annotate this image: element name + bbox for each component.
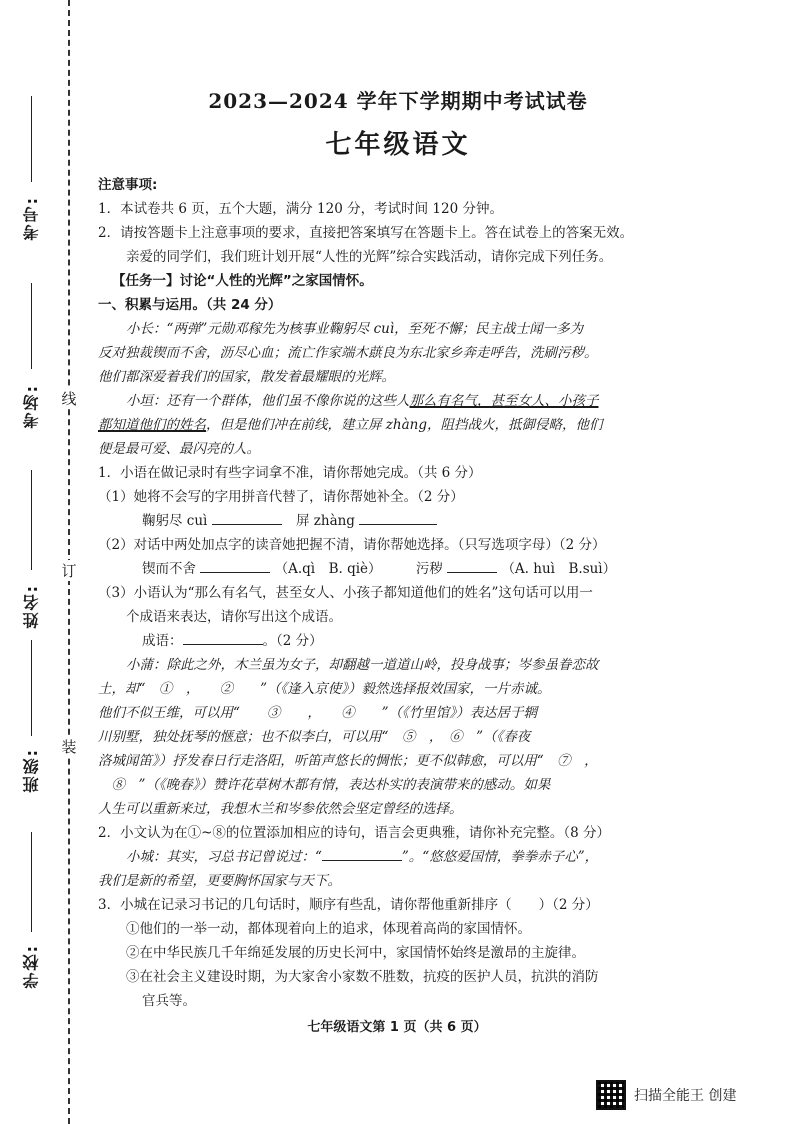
dialogue-xiaocheng-2: 我们是新的希望，更要胸怀国家与天下。 xyxy=(98,873,341,889)
notice-item-2: 2．请按答题卡上注意事项的要求，直接把答案填写在答题卡上。答在试卷上的答案无效。 xyxy=(98,225,634,241)
class-label: 班级: xyxy=(22,748,41,793)
exam-content xyxy=(98,85,698,1013)
section-1-heading: 一、积累与运用。（共 24 分） xyxy=(98,297,282,313)
dialogue-xiaopu-5: 洛城闻笛》）抒发春日行走洛阳，听笛声悠长的惆怅；更不似韩愈，可以用“ ⑦ ， xyxy=(98,753,598,769)
idiom-label: 成语： xyxy=(142,633,183,649)
dialogue-xiaopu-7: 人生可以重新来过，我想木兰和岑参依然会坚定曾经的选择。 xyxy=(98,801,463,817)
question-1-3-line-1: （3）小语认为“那么有名气，甚至女人、小孩子都知道他们的姓名”这句话可以用一 xyxy=(98,585,593,601)
exam-title: 2023—2024 学年下学期期中考试试卷 xyxy=(208,89,588,113)
word-zhang: 屏 zhàng xyxy=(295,513,355,529)
question-2: 2．小文认为在①~⑧的位置添加相应的诗句，语言会更典雅，请你补充完整。（8 分） xyxy=(98,825,611,841)
question-3-item-3: ③在社会主义建设时期，为大家舍小家数不胜数，抗疫的医护人员，抗洪的消防 xyxy=(126,969,599,985)
dialogue-xiaoyuan-1 xyxy=(98,389,698,413)
question-3-item-3-cont: 官兵等。 xyxy=(142,993,196,1009)
dialogue-xiaochang-1: 小长：“两弹”元勋邓稼先为核事业鞠躬尽 cuì，至死不懈；民主战士闻一多为 xyxy=(126,321,584,337)
dialogue-xiaopu-3: 他们不似王维，可以用“ ③ ， ④ ”（《竹里馆》）表达居于辋 xyxy=(98,705,538,721)
qr-code-icon xyxy=(596,1080,626,1110)
cut-word-line: 线 xyxy=(58,388,80,409)
dialogue-xiaochang-3: 他们都深爱着我们的国家，散发着最耀眼的光辉。 xyxy=(98,369,395,385)
dialogue-xiaocheng-1 xyxy=(98,845,698,869)
exam-room-blank xyxy=(31,283,32,369)
dialogue-xiaochang-2: 反对独裁锲而不舍，沥尽心血；流亡作家端木蕻良为东北家乡奔走呼告，洗刷污秽。 xyxy=(98,345,598,361)
underlined-phrase: 那么有名气，甚至女人、小孩子 xyxy=(409,393,599,409)
binding-margin xyxy=(0,0,80,1124)
dialogue-xiaoyuan-2 xyxy=(98,413,698,437)
options-hui: （A. huì B.suì） xyxy=(501,561,617,577)
intro-text: 亲爱的同学们，我们班计划开展“人性的光辉”综合实践活动，请你完成下列任务。 xyxy=(126,249,613,265)
exam-number-label: 考号: xyxy=(22,196,41,241)
class-blank xyxy=(31,640,32,736)
dialogue-text: 小城：其实，习总书记曾说过：“ xyxy=(126,849,322,865)
question-1-2-blanks xyxy=(98,557,698,581)
notice-item-1: 1．本试卷共 6 页，五个大题，满分 120 分，考试时间 120 分钟。 xyxy=(98,201,503,217)
question-3: 3．小城在记录习书记的几句话时，顺序有些乱，请你帮他重新排序（ ）（2 分） xyxy=(98,897,599,913)
name-blank xyxy=(31,470,32,570)
question-3-item-2: ②在中华民族几千年绵延发展的历史长河中，家国情怀始终是激昂的主旋律。 xyxy=(126,945,585,961)
options-qie: （A.qì B. qiè） xyxy=(274,561,382,577)
question-1-1: （1）她将不会写的字用拼音代替了，请你帮她补全。（2 分） xyxy=(98,489,464,505)
dialogue-xiaopu-6: ⑧ ”（《晚春》）赞许花草树木都有情，表达朴实的表演带来的感动。如果 xyxy=(98,777,551,793)
exam-number-blank xyxy=(31,96,32,182)
word-hui: 污秽 xyxy=(415,561,443,577)
word-qie: 锲而不舍 xyxy=(142,561,196,577)
school-label: 学校: xyxy=(22,944,41,989)
notice-heading: 注意事项: xyxy=(98,177,158,193)
dialogue-text: ，但是他们冲在前线，建立屏 zhàng，阻挡战火，抵御侵略，他们 xyxy=(206,417,603,433)
exam-subject: 七年级语文 xyxy=(325,130,471,160)
dialogue-text: ”。“悠悠爱国情，拳拳赤子心”， xyxy=(401,849,599,865)
dialogue-xiaoyuan-3: 便是最可爱、最闪亮的人。 xyxy=(98,441,260,457)
question-1: 1．小语在做记录时有些字词拿不准，请你帮她完成。（共 6 分） xyxy=(98,465,482,481)
dialogue-text: 小垣：还有一个群体，他们虽不像你说的这些人 xyxy=(126,393,410,409)
question-3-item-1: ①他们的一举一动，都体现着向上的追求，体现着高尚的家国情怀。 xyxy=(126,921,531,937)
school-blank xyxy=(31,832,32,932)
scanner-watermark xyxy=(596,1080,736,1110)
page-footer: 七年级语文第 1 页（共 6 页） xyxy=(307,1020,487,1035)
name-label: 姓名: xyxy=(22,584,41,629)
answer-blank[interactable] xyxy=(359,510,437,525)
answer-blank[interactable] xyxy=(447,558,497,573)
task-1-heading: 【任务一】讨论“人性的光辉”之家国情怀。 xyxy=(112,273,373,289)
answer-blank[interactable] xyxy=(200,558,270,573)
answer-blank[interactable] xyxy=(212,510,282,525)
answer-blank[interactable] xyxy=(183,630,263,645)
exam-room-label: 考场: xyxy=(22,384,41,429)
dialogue-xiaopu-2: 土，却“ ① ， ② ”（《逢入京使》）毅然选择报效国家，一片赤诚。 xyxy=(98,681,551,697)
word-cui: 鞠躬尽 cuì xyxy=(142,513,208,529)
idiom-points: 。（2 分） xyxy=(262,633,323,649)
cut-word-staple: 订 xyxy=(58,560,80,581)
watermark-text: 扫描全能王 创建 xyxy=(634,1088,737,1104)
answer-blank[interactable] xyxy=(322,846,402,861)
question-1-2: （2）对话中两处加点字的读音她把握不清，请你帮她选择。（只写选项字母）（2 分） xyxy=(98,537,606,553)
cut-word-bind: 装 xyxy=(58,736,80,757)
question-1-3-line-2: 个成语来表达，请你写出这个成语。 xyxy=(126,609,342,625)
question-1-1-blanks xyxy=(98,509,698,533)
dialogue-xiaopu-4: 川别墅，独处抚琴的惬意；也不似李白，可以用“ ⑤ ， ⑥ ”（《春夜 xyxy=(98,729,531,745)
underlined-phrase: 都知道他们的姓名 xyxy=(98,417,206,433)
dialogue-xiaopu-1: 小蒲：除此之外，木兰虽为女子，却翻越一道道山岭，投身战事；岑参虽眷恋故 xyxy=(126,657,599,673)
question-1-3-answer xyxy=(98,629,698,653)
